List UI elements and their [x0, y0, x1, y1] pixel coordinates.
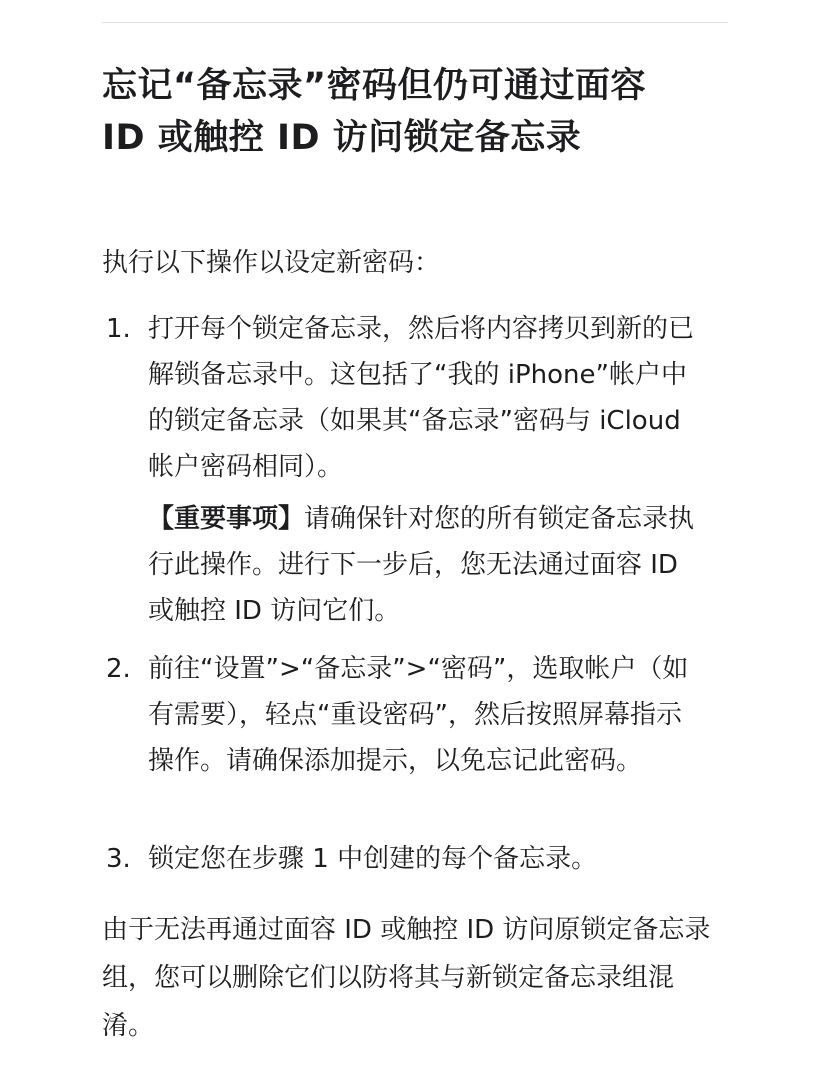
step-2-number: 2.	[106, 654, 131, 684]
closing-text: 由于无法再通过面容 ID 或触控 ID 访问原锁定备忘录组，您可以删除它们以防将其与新锁定备忘录组混淆。	[102, 915, 711, 1041]
step-2	[102, 646, 774, 784]
step-3-text: 锁定您在步骤 1 中创建的每个备忘录。	[148, 844, 598, 874]
important-note-text: 请确保针对您的所有锁定备忘录执行此操作。进行下一步后，您无法通过面容 ID 或触控 ID 访问它们。	[148, 504, 695, 626]
step-3	[102, 836, 774, 882]
important-note-label: 【重要事项】	[148, 504, 305, 534]
intro-text: 执行以下操作以设定新密码：	[102, 248, 441, 278]
top-divider	[102, 22, 728, 23]
important-note	[148, 496, 708, 634]
step-1	[102, 306, 728, 490]
article-title: 忘记“备忘录”密码但仍可通过面容 ID 或触控 ID 访问锁定备忘录	[102, 66, 647, 158]
steps-list	[102, 306, 728, 490]
step-1-text: 打开每个锁定备忘录，然后将内容拷贝到新的已解锁备忘录中。这包括了“我的 iPhone”帐户中的锁定备忘录（如果其“备忘录”密码与 iCloud 帐户密码相同）。	[148, 314, 695, 482]
step-3-number: 3.	[106, 844, 131, 874]
step-1-number: 1.	[106, 314, 131, 344]
step-2-text: 前往“设置”>“备忘录”>“密码”，选取帐户（如有需要），轻点“重设密码”，然后按照屏幕指示操作。请确保添加提示，以免忘记此密码。	[148, 654, 689, 776]
